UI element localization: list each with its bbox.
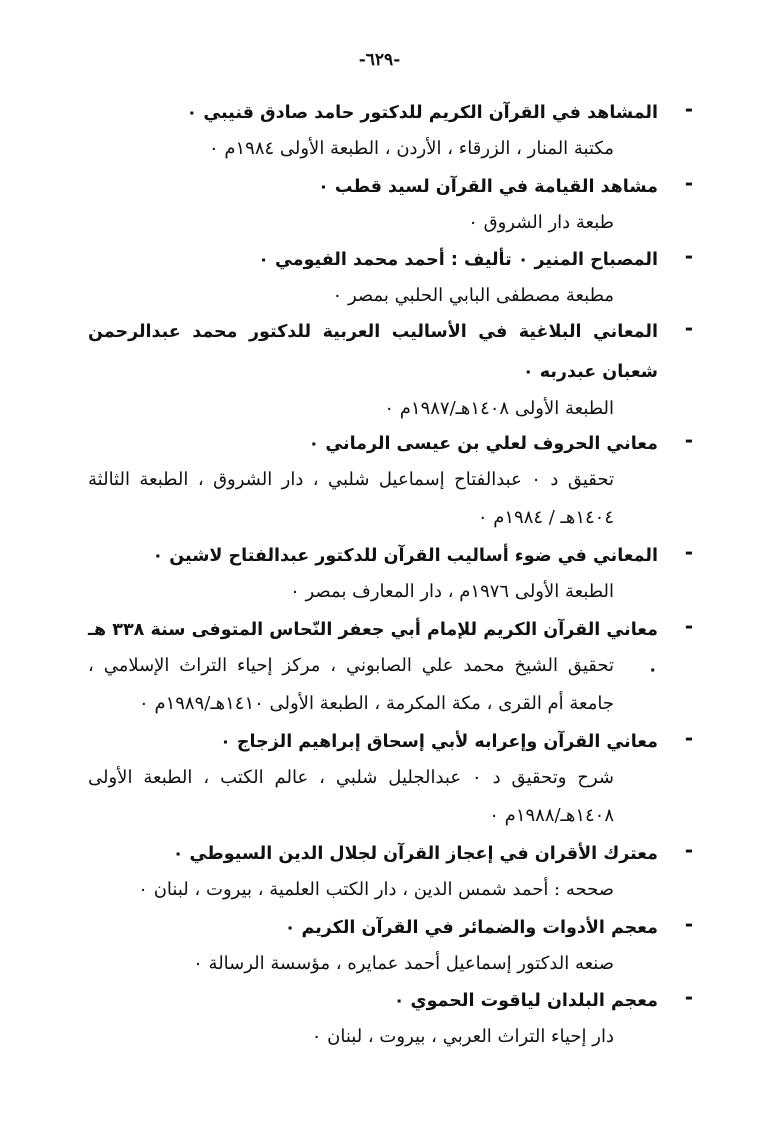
entry-details: شرح وتحقيق د ٠ عبدالجليل شلبي ، عالم الكتب ، الطبعة الأولى ١٤٠٨هـ/١٩٨٨م ٠ [88,767,614,826]
entry-title: المشاهد في القرآن الكريم للدكتور حامد صادق قنيبي ٠ [186,103,658,123]
entry-bullet: - [684,97,693,121]
entry-bullet: - [684,838,693,862]
entry-bullet: - [684,912,693,936]
entry-details: صنعه الدكتور إسماعيل أحمد عمايره ، مؤسسة الرسالة ٠ [193,953,614,974]
entry-bullet: - [684,614,693,638]
entry-title: معاني القرآن وإعرابه لأبي إسحاق إبراهيم الزجاج ٠ [220,732,658,752]
entry-title: معترك الأقران في إعجاز القرآن لجلال الدين السيوطي ٠ [172,844,658,864]
entry-details: الطبعة الأولى ١٩٧٦م ، دار المعارف بمصر ٠ [290,581,614,602]
entry-title: المصباح المنير ٠ تأليف : أحمد محمد الفيومي ٠ [258,250,658,270]
entry-bullet: - [684,244,693,268]
entry-details: مكتبة المنار ، الزرقاء ، الأردن ، الطبعة الأولى ١٩٨٤م ٠ [208,138,614,159]
entry-title: المعاني في ضوء أساليب القرآن للدكتور عبدالفتاح لاشين ٠ [152,546,658,566]
page-number: -٦٢٩- [358,50,401,70]
entry-details: الطبعة الأولى ١٤٠٨هـ/١٩٨٧م ٠ [384,398,614,419]
entry-bullet: - [684,726,693,750]
entry-bullet: - [684,316,693,340]
entry-details: دار إحياء التراث العربي ، بيروت ، لبنان ٠ [311,1026,614,1047]
entry-title: مشاهد القيامة في القرآن لسيد قطب ٠ [318,177,658,197]
entry-bullet: - [684,540,693,564]
entry-bullet: - [684,985,693,1009]
entry-details: مطبعة مصطفى البابي الحلبي بمصر ٠ [332,285,614,306]
entry-bullet: - [684,171,693,195]
entry-title: معجم الأدوات والضمائر في القرآن الكريم ٠ [284,918,658,938]
entry-title: معاني الحروف لعلي بن عيسى الرماني ٠ [308,434,658,454]
entry-details: تحقيق د ٠ عبدالفتاح إسماعيل شلبي ، دار الشروق ، الطبعة الثالثة ١٤٠٤هـ / ١٩٨٤م ٠ [88,469,614,528]
entry-title: معجم البلدان لياقوت الحموي ٠ [393,991,658,1011]
entry-details: صححه : أحمد شمس الدين ، دار الكتب العلمية ، بيروت ، لبنان ٠ [138,879,614,900]
entry-details: تحقيق الشيخ محمد علي الصابوني ، مركز إحياء التراث الإسلامي ، جامعة أم القرى ، مكة المكرمة ، الطبعة الأولى ١٤١٠هـ/١٩٨٩م ٠ [88,655,614,714]
entry-title: المعاني البلاغية في الأساليب العربية للدكتور محمد عبدالرحمن شعبان عبدربه ٠ [88,322,658,382]
entry-bullet: - [684,428,693,452]
entry-details: طبعة دار الشروق ٠ [468,212,614,233]
entry-title: معاني القرآن الكريم للإمام أبي جعفر النّحاس المتوفى سنة ٣٣٨ هـ ٠ [88,620,658,680]
